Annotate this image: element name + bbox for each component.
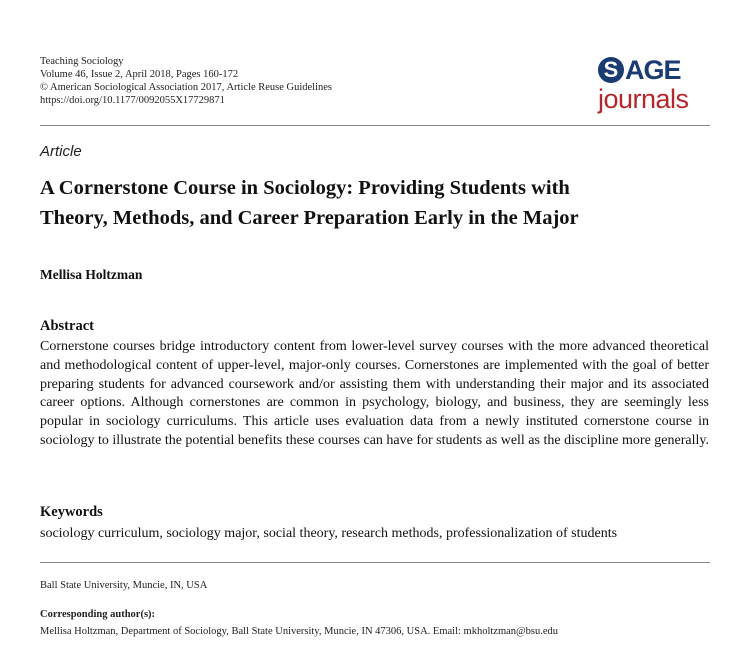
sage-text: AGE — [625, 55, 681, 85]
article-title-line-1: A Cornerstone Course in Sociology: Providing Students with — [40, 177, 570, 199]
article-type: Article — [40, 143, 82, 160]
author-name[interactable]: Mellisa Holtzman — [40, 267, 143, 282]
keywords-heading: Keywords — [40, 504, 103, 520]
journals-text: journals — [598, 84, 689, 114]
journal-issue: Volume 46, Issue 2, April 2018, Pages 160-172 — [40, 69, 239, 80]
corresponding-author-details: Mellisa Holtzman, Department of Sociology, Ball State University, Muncie, IN 47306, USA. Email: mkholtzman@bsu.edu — [40, 626, 559, 637]
sage-wordmark — [598, 55, 710, 85]
journal-name: Teaching Sociology — [40, 56, 124, 67]
sage-journals-logo — [598, 55, 710, 117]
header-divider — [40, 125, 710, 126]
abstract-text: Cornerstone courses bridge introductory content from lower-level survey courses with the more advanced theoretical and methodological content of upper-level, major-only courses. Cornerstones are implemented with the goal of better preparing students for advanced coursework and/or assisting them with understanding their major and its associated career options. Although cornerstones are common in psychology, biology, and business, they are seemingly less popular in sociology curriculums. This article uses evaluation data from a newly instituted cornerstone course in sociology to illustrate the potential benefits these courses can have for students as well as the discipline more generally. — [40, 339, 709, 448]
footer-divider — [40, 562, 710, 563]
journal-doi[interactable]: https://doi.org/10.1177/0092055X17729871 — [40, 95, 225, 106]
author-affiliation: Ball State University, Muncie, IN, USA — [40, 580, 208, 591]
keywords-list: sociology curriculum, sociology major, social theory, research methods, professionalization of students — [40, 526, 618, 541]
journal-copyright: © American Sociological Association 2017, Article Reuse Guidelines — [40, 82, 333, 93]
abstract-heading: Abstract — [40, 318, 94, 334]
sage-s-icon: S — [598, 57, 624, 83]
journal-metadata — [40, 55, 332, 107]
article-title-line-2: Theory, Methods, and Career Preparation Early in the Major — [40, 207, 579, 229]
article-title — [40, 173, 720, 233]
corresponding-author-label: Corresponding author(s): — [40, 609, 156, 620]
